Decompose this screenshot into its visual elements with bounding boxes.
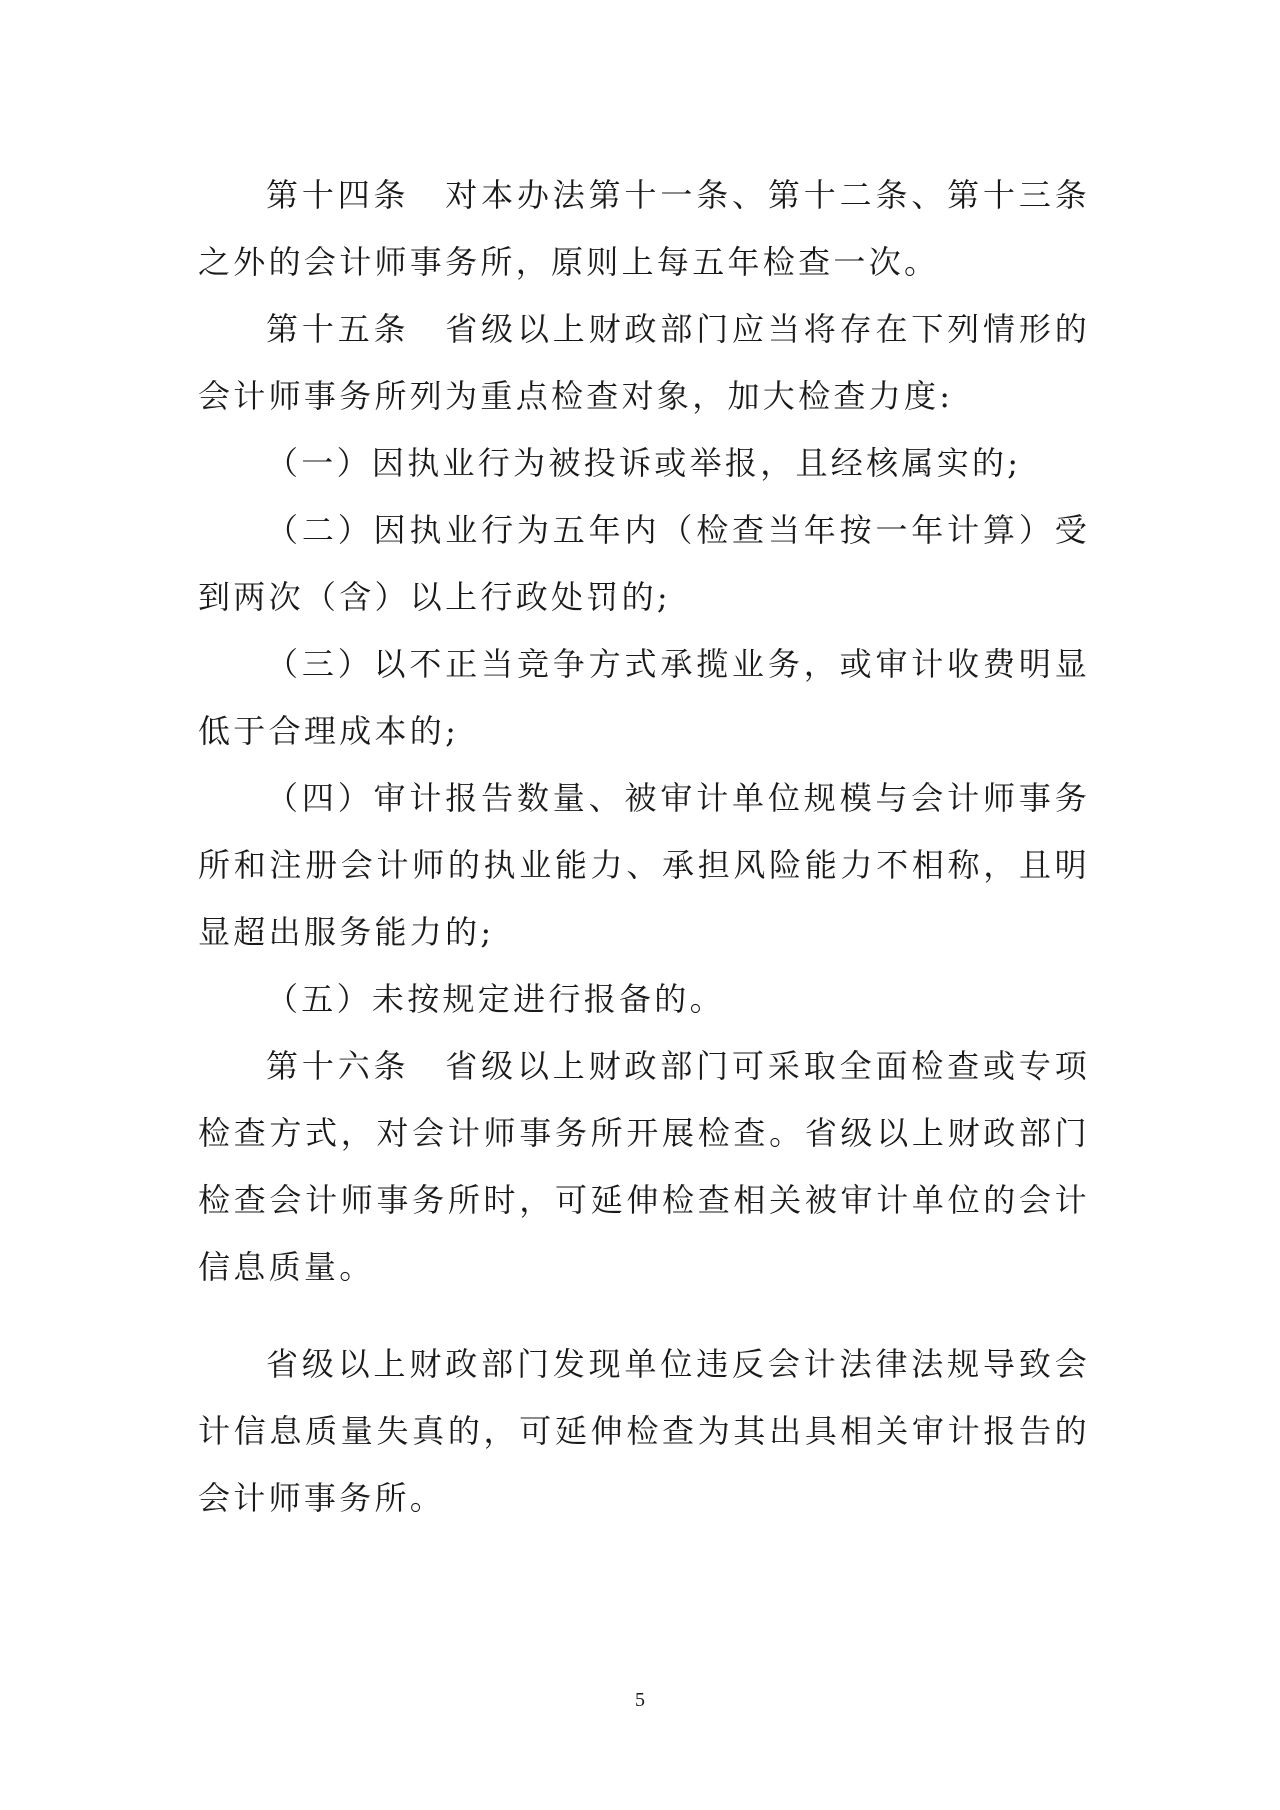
page-number: 5: [635, 1689, 645, 1711]
article-15-item-4: （四）审计报告数量、被审计单位规模与会计师事务所和注册会计师的执业能力、承担风险能力不相称，且明显超出服务能力的;: [198, 779, 1090, 951]
article-15-paragraph: 第十五条 省级以上财政部门应当将存在下列情形的会计师事务所列为重点检查对象，加大检查力度:: [198, 310, 1090, 415]
article-15-item-2: （二）因执业行为五年内（检查当年按一年计算）受到两次（含）以上行政处罚的;: [198, 511, 1090, 616]
article-15-item-1: （一）因执业行为被投诉或举报，且经核属实的;: [266, 444, 1022, 482]
article-15-item-3: （三）以不正当竞争方式承揽业务，或审计收费明显低于合理成本的;: [198, 645, 1090, 750]
article-15-item-5: （五）未按规定进行报备的。: [266, 980, 725, 1018]
article-14-paragraph: 第十四条 对本办法第十一条、第十二条、第十三条之外的会计师事务所，原则上每五年检查一次。: [198, 176, 1090, 281]
document-body: [198, 162, 1090, 1532]
article-16-second-paragraph: 省级以上财政部门发现单位违反会计法律法规导致会计信息质量失真的，可延伸检查为其出具相关审计报告的会计师事务所。: [198, 1345, 1090, 1517]
article-16-paragraph: 第十六条 省级以上财政部门可采取全面检查或专项检查方式，对会计师事务所开展检查。省级以上财政部门检查会计师事务所时，可延伸检查相关被审计单位的会计信息质量。: [198, 1047, 1090, 1286]
